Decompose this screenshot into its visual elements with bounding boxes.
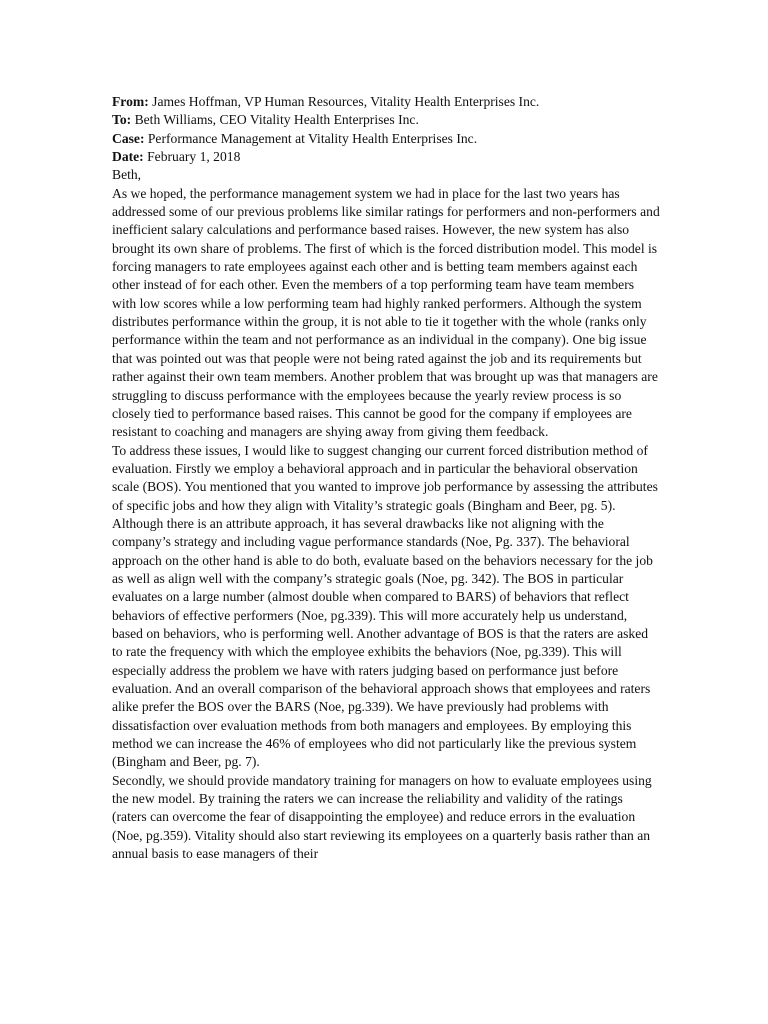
memo-to-line	[112, 111, 660, 129]
memo-document	[112, 93, 660, 863]
case-label: Case:	[112, 130, 145, 146]
date-value: February 1, 2018	[147, 149, 241, 165]
to-value: Beth Williams, CEO Vitality Health Enterprises Inc.	[134, 112, 419, 128]
body-paragraph-3: Secondly, we should provide mandatory training for managers on how to evaluate employees using the new model. By training the raters we can increase the reliability and validity of the ratings (raters can overcome the fear of disappointing the employee) and reduce errors in the evaluation (Noe, pg.359). Vitality should also start reviewing its employees on a quarterly basis rather than an annual basis to ease managers of their	[112, 772, 652, 862]
salutation: Beth,	[112, 167, 142, 183]
memo-from-line	[112, 93, 660, 111]
memo-date-line	[112, 148, 660, 166]
from-label: From:	[112, 94, 149, 109]
date-label: Date:	[112, 149, 144, 165]
memo-case-line	[112, 130, 660, 148]
case-value: Performance Management at Vitality Health Enterprises Inc.	[147, 130, 478, 146]
to-label: To:	[112, 112, 132, 128]
body-paragraph-2: To address these issues, I would like to suggest changing our current forced distribution method of evaluation. Firstly we employ a behavioral approach and in particular the behavioral observation scale (BOS). You mentioned that you wanted to improve job performance by assessing the attributes of specific jobs and how they align with Vitality’s strategic goals (Bingham and Beer, pg. 5). Although there is an attribute approach, it has several drawbacks like not aligning with the company’s strategy and including vague performance standards (Noe, Pg. 337). The behavioral approach on the other hand is able to do both, evaluate based on the behaviors necessary for the job as well as align well with the company’s strategic goals (Noe, pg. 342). The BOS in particular evaluates on a large number (almost double when compared to BARS) of behaviors that reflect behaviors of effective performers (Noe, pg.339). This will more accurately help us understand, based on behaviors, who is performing well. Another advantage of BOS is that the raters are asked to rate the frequency with which the employee exhibits the behaviors (Noe, pg.339). This will especially address the problem we have with raters judging based on performance just before evaluation. And an overall comparison of the behavioral approach shows that employees and raters alike prefer the BOS over the BARS (Noe, pg.339). We have previously had problems with dissatisfaction over evaluation methods from both managers and employees. By employing this method we can increase the 46% of employees who did not particularly like the previous system (Bingham and Beer, pg. 7).	[112, 442, 658, 770]
body-paragraph-1: As we hoped, the performance management system we had in place for the last two years has addressed some of our previous problems like similar ratings for performers and non-performers and inefficient salary calculations and performance based raises. However, the new system has also brought its own share of problems. The first of which is the forced distribution model. This model is forcing managers to rate employees against each other and is betting team members against each other instead of for each other. Even the members of a top performing team have team members with low scores while a low performing team had highly ranked performers. Although the system distributes performance within the group, it is not able to tie it together with the whole (ranks only performance within the team and not performance as an individual in the company). One big issue that was pointed out was that people were not being rated against the job and its requirements but rather against their own team members. Another problem that was brought up was that managers are struggling to discuss performance with the employees because the yearly review process is so closely tied to performance based raises. This cannot be good for the company if employees are resistant to coaching and managers are shying away from giving them feedback.	[112, 185, 660, 440]
from-value: James Hoffman, VP Human Resources, Vitality Health Enterprises Inc.	[152, 94, 540, 109]
